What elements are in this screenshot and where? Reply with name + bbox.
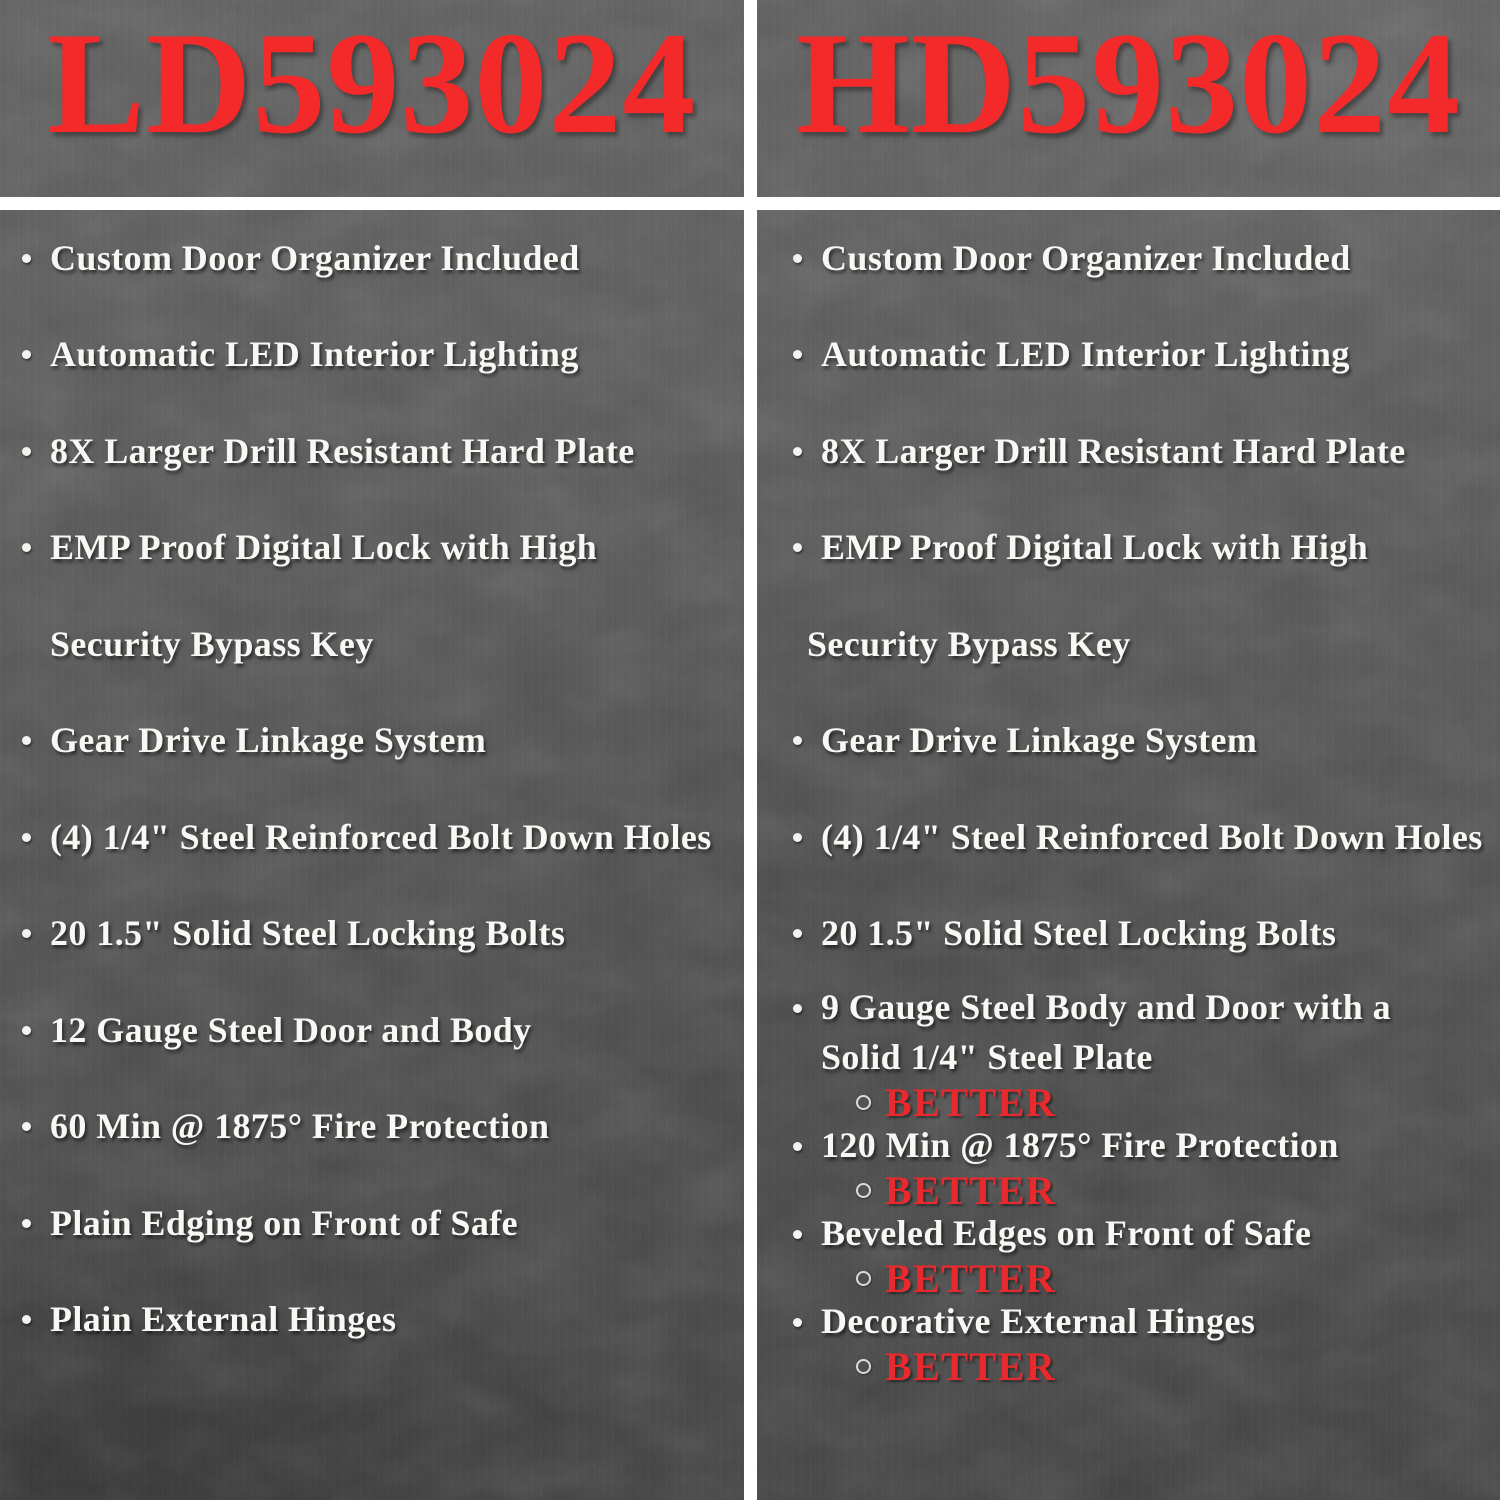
feature-item-continuation: [0, 596, 744, 693]
feature-text: Custom Door Organizer Included: [821, 237, 1351, 278]
bullet-dot-icon: [793, 1142, 802, 1151]
feature-text: Security Bypass Key: [50, 623, 374, 664]
bullet-dot-icon: [22, 833, 31, 842]
feature-item-continuation: [757, 596, 1500, 693]
feature-item: [757, 307, 1500, 404]
feature-text: Automatic LED Interior Lighting: [821, 334, 1350, 375]
feature-text: 120 Min @ 1875° Fire Protection: [821, 1125, 1339, 1166]
feature-text: (4) 1/4" Steel Reinforced Bolt Down Holes: [821, 816, 1483, 857]
better-badge-row: [757, 1080, 1500, 1124]
bullet-dot-icon: [793, 929, 802, 938]
feature-item: [0, 307, 744, 404]
bullet-dot-icon: [22, 1122, 31, 1131]
left-model-title: LD593024: [47, 1, 697, 164]
better-badge: BETTER: [885, 1079, 1057, 1125]
better-badge-row: [757, 1168, 1500, 1212]
feature-item: [0, 789, 744, 886]
bullet-dot-icon: [793, 1230, 802, 1239]
better-badge: BETTER: [885, 1255, 1057, 1301]
feature-item: [0, 1079, 744, 1176]
bullet-dot-icon: [793, 254, 802, 263]
feature-text: Security Bypass Key: [807, 623, 1131, 664]
better-badge-row: [757, 1256, 1500, 1300]
feature-item: [757, 500, 1500, 597]
bullet-dot-icon: [22, 543, 31, 552]
feature-text: 8X Larger Drill Resistant Hard Plate: [821, 430, 1406, 471]
left-feature-list: [0, 210, 744, 1368]
feature-item: [757, 210, 1500, 307]
vertical-divider: [744, 0, 757, 1500]
feature-item: [757, 789, 1500, 886]
right-upgraded-feature-list: [757, 986, 1500, 1388]
feature-item: [757, 1300, 1500, 1344]
circle-bullet-icon: [856, 1095, 871, 1110]
bullet-dot-icon: [793, 447, 802, 456]
feature-text: 12 Gauge Steel Door and Body: [50, 1009, 532, 1050]
bullet-dot-icon: [793, 1004, 802, 1013]
right-model-title: HD593024: [796, 1, 1461, 164]
circle-bullet-icon: [856, 1183, 871, 1198]
feature-item: [757, 1212, 1500, 1256]
feature-text: 8X Larger Drill Resistant Hard Plate: [50, 430, 635, 471]
feature-item: [0, 403, 744, 500]
feature-text: 20 1.5" Solid Steel Locking Bolts: [50, 913, 566, 954]
feature-item: [0, 1175, 744, 1272]
feature-item: [0, 982, 744, 1079]
better-badge: BETTER: [885, 1343, 1057, 1389]
bullet-dot-icon: [793, 543, 802, 552]
right-feature-list: [757, 210, 1500, 982]
bullet-dot-icon: [22, 1315, 31, 1324]
feature-text: 20 1.5" Solid Steel Locking Bolts: [821, 913, 1337, 954]
bullet-dot-icon: [793, 1318, 802, 1327]
circle-bullet-icon: [856, 1271, 871, 1286]
feature-text: Decorative External Hinges: [821, 1301, 1256, 1342]
feature-item: [757, 693, 1500, 790]
bullet-dot-icon: [22, 929, 31, 938]
feature-text: Solid 1/4" Steel Plate: [821, 1037, 1153, 1078]
bullet-dot-icon: [22, 1219, 31, 1228]
feature-text: Plain Edging on Front of Safe: [50, 1202, 518, 1243]
feature-item: [757, 403, 1500, 500]
bullet-dot-icon: [793, 350, 802, 359]
feature-text: EMP Proof Digital Lock with High: [50, 527, 598, 568]
feature-item: [0, 500, 744, 597]
bullet-dot-icon: [22, 254, 31, 263]
feature-text: Gear Drive Linkage System: [50, 720, 487, 761]
feature-text: (4) 1/4" Steel Reinforced Bolt Down Holes: [50, 816, 712, 857]
feature-item: [757, 886, 1500, 983]
better-badge-row: [757, 1344, 1500, 1388]
feature-text: Gear Drive Linkage System: [821, 720, 1258, 761]
circle-bullet-icon: [856, 1359, 871, 1374]
feature-text: Plain External Hinges: [50, 1299, 397, 1340]
feature-item: [0, 693, 744, 790]
feature-item: [757, 1124, 1500, 1168]
bullet-dot-icon: [793, 736, 802, 745]
feature-item: [757, 986, 1500, 1030]
bullet-dot-icon: [22, 736, 31, 745]
feature-text: EMP Proof Digital Lock with High: [821, 527, 1369, 568]
feature-text: 60 Min @ 1875° Fire Protection: [50, 1106, 550, 1147]
feature-item: [0, 210, 744, 307]
feature-item-continuation: [757, 1036, 1500, 1080]
bullet-dot-icon: [22, 447, 31, 456]
feature-text: 9 Gauge Steel Body and Door with a: [821, 987, 1391, 1028]
horizontal-divider: [0, 197, 1500, 210]
bullet-dot-icon: [22, 350, 31, 359]
bullet-dot-icon: [793, 833, 802, 842]
feature-text: Automatic LED Interior Lighting: [50, 334, 579, 375]
feature-text: Custom Door Organizer Included: [50, 237, 580, 278]
feature-item: [0, 886, 744, 983]
feature-text: Beveled Edges on Front of Safe: [821, 1213, 1312, 1254]
feature-item: [0, 1272, 744, 1369]
bullet-dot-icon: [22, 1026, 31, 1035]
better-badge: BETTER: [885, 1167, 1057, 1213]
